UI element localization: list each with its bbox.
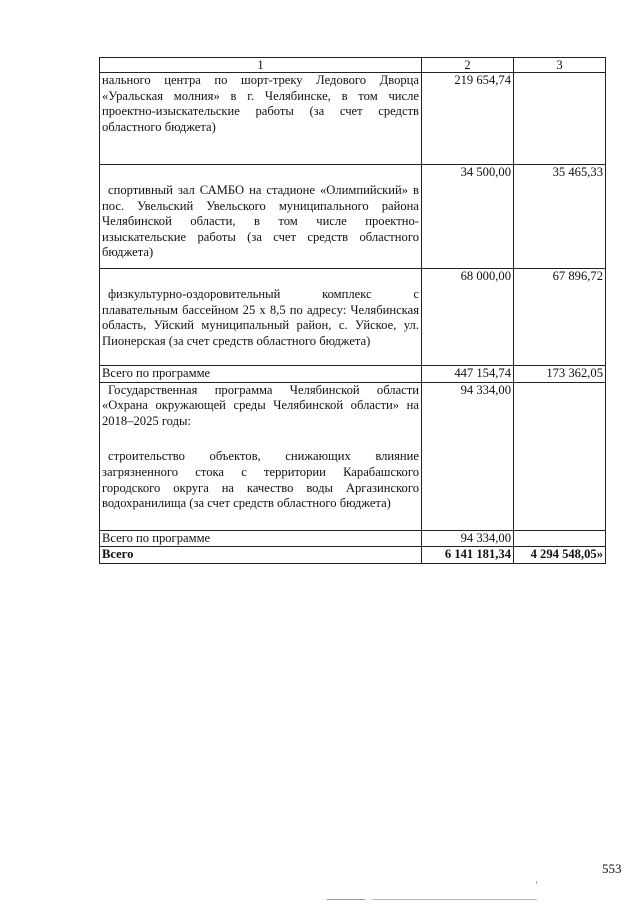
subtotal-col3 bbox=[514, 530, 606, 547]
amount-col3: 67 896,72 bbox=[514, 269, 606, 366]
amount-col2: 68 000,00 bbox=[422, 269, 514, 366]
program-subtotal-row bbox=[100, 530, 606, 547]
grand-total-col2: 6 141 181,34 bbox=[422, 547, 514, 564]
object-description: строительство объектов, снижающих влияние загрязненного стока с территории Карабашского городского округа на качество воды Аргазинского водохранилища (за счет средств областного бюджета) bbox=[102, 449, 419, 511]
table-row bbox=[100, 165, 606, 269]
column-header-3: 3 bbox=[514, 58, 606, 73]
scan-artifact-dot bbox=[536, 881, 537, 884]
column-header-1: 1 bbox=[100, 58, 422, 73]
amount-col3 bbox=[514, 73, 606, 165]
header-row bbox=[100, 58, 606, 73]
grand-total-row bbox=[100, 547, 606, 564]
row-description bbox=[100, 165, 422, 269]
subtotal-col2: 447 154,74 bbox=[422, 366, 514, 383]
amount-col3 bbox=[514, 382, 606, 530]
amount-col2: 94 334,00 bbox=[422, 382, 514, 530]
scan-artifact-line bbox=[372, 899, 537, 900]
scan-artifact-line bbox=[327, 899, 365, 900]
amount-col2: 219 654,74 bbox=[422, 73, 514, 165]
object-description: спортивный зал САМБО на стадионе «Олимпийский» в пос. Увельский Увельского муниципального района Челябинской области, в том числе проектно-изыскательские работы (за счет средств областного бюджета) bbox=[102, 183, 419, 260]
table-row bbox=[100, 73, 606, 165]
object-description: физкультурно-оздоровительный комплекс с плавательным бассейном 25 х 8,5 по адресу: Челябинская область, Уйский муниципальный район, с. Уйское, ул. Пионерская (за счет средств областного бюджета) bbox=[102, 287, 419, 348]
page-number: 553 bbox=[602, 861, 622, 876]
row-description bbox=[100, 382, 422, 530]
column-header-2: 2 bbox=[422, 58, 514, 73]
subtotal-col2: 94 334,00 bbox=[422, 530, 514, 547]
program-subtotal-row bbox=[100, 366, 606, 383]
table-row bbox=[100, 382, 606, 530]
row-description bbox=[100, 73, 422, 165]
table-row bbox=[100, 269, 606, 366]
subtotal-label: Всего по программе bbox=[100, 366, 422, 383]
amount-col3: 35 465,33 bbox=[514, 165, 606, 269]
row-description bbox=[100, 269, 422, 366]
grand-total-col3: 4 294 548,05» bbox=[514, 547, 606, 564]
amount-col2: 34 500,00 bbox=[422, 165, 514, 269]
subtotal-label: Всего по программе bbox=[100, 530, 422, 547]
object-description: нального центра по шорт-треку Ледового Дворца «Уральская молния» в г. Челябинске, в том числе проектно-изыскательские работы (за счет средств областного бюджета) bbox=[102, 73, 419, 134]
program-heading: Государственная программа Челябинской области «Охрана окружающей среды Челябинской области» на 2018–2025 годы: bbox=[102, 382, 419, 428]
budget-table bbox=[99, 57, 606, 564]
subtotal-col3: 173 362,05 bbox=[514, 366, 606, 383]
grand-total-label: Всего bbox=[100, 547, 422, 564]
